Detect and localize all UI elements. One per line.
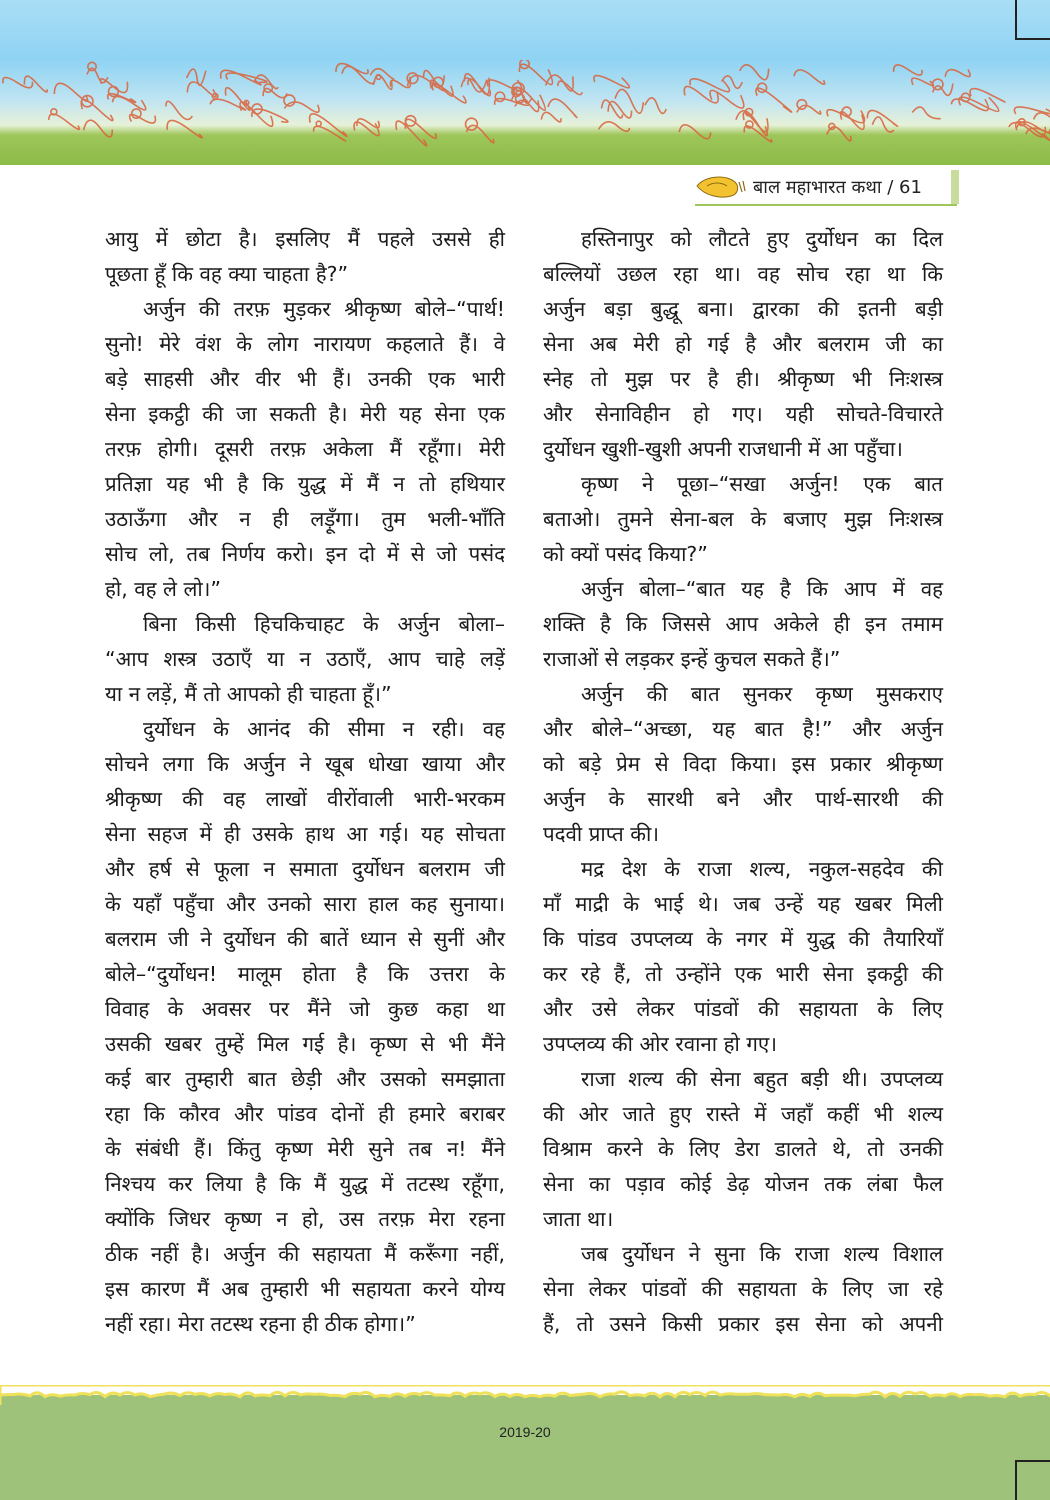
- paragraph: [543, 467, 943, 572]
- text-line: तरफ़ होगी। दूसरी तरफ़ अकेला मैं रहूँगा। मेरी: [105, 437, 505, 461]
- text-line: उसकी खबर तुम्हें मिल गई है। कृष्ण से भी मैंने: [105, 1032, 505, 1056]
- paragraph: [543, 1062, 943, 1237]
- text-line: इस कारण मैं अब तुम्हारी भी सहायता करने योग्य: [105, 1277, 505, 1301]
- text-line: बिना किसी हिचकिचाहट के अर्जुन बोला–: [143, 612, 505, 636]
- text-line: सेना का पड़ाव कोई डेढ़ योजन तक लंबा फैल: [543, 1172, 943, 1196]
- text-line: अर्जुन के सारथी बने और पार्थ-सारथी की: [543, 787, 943, 811]
- text-line: बताओ। तुमने सेना-बल के बजाए मुझ निःशस्त्र: [543, 507, 943, 531]
- wavy-edge: [0, 1385, 1050, 1405]
- text-line: की ओर जाते हुए रास्ते में जहाँ कहीं भी शल्य: [543, 1102, 943, 1126]
- running-header: [695, 172, 957, 206]
- text-line: विवाह के अवसर पर मैंने जो कुछ कहा था: [105, 997, 505, 1021]
- text-line: कृष्ण ने पूछा–“सखा अर्जुन! एक बात: [581, 472, 943, 496]
- text-line: कर रहे हैं, तो उन्होंने एक भारी सेना इकट्ठी की: [543, 962, 943, 986]
- text-line: आयु में छोटा है। इसलिए मैं पहले उससे ही: [105, 227, 505, 251]
- text-line: राजा शल्य की सेना बहुत बड़ी थी। उपप्लव्य: [581, 1067, 943, 1091]
- text-line: अर्जुन बोला–“बात यह है कि आप में वह: [581, 577, 943, 601]
- text-line: के संबंधी हैं। किंतु कृष्ण मेरी सुने तब न! मैंने: [105, 1137, 505, 1161]
- text-line: निश्चय कर लिया है कि मैं युद्ध में तटस्थ रहूँगा,: [105, 1172, 505, 1196]
- right-column: [543, 222, 943, 1342]
- text-line: क्योंकि जिधर कृष्ण न हो, उस तरफ़ मेरा रहना: [105, 1207, 505, 1231]
- paragraph: [105, 222, 505, 292]
- header-accent-bar: [951, 170, 959, 204]
- crop-mark: [1015, 1462, 1017, 1500]
- book-title: बाल महाभारत कथा: [753, 177, 882, 198]
- text-line: “आप शस्त्र उठाएँ या न उठाएँ, आप चाहे लड़ें: [105, 647, 505, 671]
- text-line: को बड़े प्रेम से विदा किया। इस प्रकार श्रीकृष्ण: [543, 752, 943, 776]
- edition-year: 2019-20: [499, 1424, 551, 1440]
- paragraph: [543, 222, 943, 467]
- text-line: बल्लियों उछल रहा था। वह सोच रहा था कि: [543, 262, 943, 286]
- paragraph: [105, 712, 505, 1342]
- text-line: दुर्योधन खुशी-खुशी अपनी राजधानी में आ पहुँचा।: [543, 437, 903, 461]
- text-line: प्रतिज्ञा यह भी है कि युद्ध में मैं न तो हथियार: [105, 472, 505, 496]
- paragraph: [105, 607, 505, 712]
- text-line: अर्जुन बड़ा बुद्धू बना। द्वारका की इतनी बड़ी: [543, 297, 943, 321]
- paragraph: [543, 677, 943, 852]
- text-line: सेना अब मेरी हो गई है और बलराम जी का: [543, 332, 943, 356]
- text-line: सेना सहज में ही उसके हाथ आ गई। यह सोचता: [105, 822, 505, 846]
- text-line: माँ माद्री के भाई थे। जब उन्हें यह खबर मिली: [543, 892, 943, 916]
- text-line: उपप्लव्य की ओर रवाना हो गए।: [543, 1032, 777, 1056]
- text-line: सेना लेकर पांडवों की सहायता के लिए जा रहे: [543, 1277, 943, 1301]
- text-line: बोले–“दुर्योधन! मालूम होता है कि उत्तरा के: [105, 962, 505, 986]
- paragraph: [105, 292, 505, 607]
- text-line: और हर्ष से फूला न समाता दुर्योधन बलराम जी: [105, 857, 505, 881]
- text-line: पूछता हूँ कि वह क्या चाहता है?”: [105, 262, 349, 286]
- text-line: जब दुर्योधन ने सुना कि राजा शल्य विशाल: [581, 1242, 943, 1266]
- text-line: को क्यों पसंद किया?”: [543, 542, 708, 566]
- paragraph: [543, 572, 943, 677]
- text-line: सोचने लगा कि अर्जुन ने खूब धोखा खाया और: [105, 752, 505, 776]
- text-line: हो, वह ले लो।”: [105, 577, 222, 601]
- text-line: स्नेह तो मुझ पर है ही। श्रीकृष्ण भी निःशस्त्र: [543, 367, 943, 391]
- text-line: शक्ति है कि जिससे आप अकेले ही इन तमाम: [543, 612, 943, 636]
- text-line: कि पांडव उपप्लव्य के नगर में युद्ध की तैयारियाँ: [543, 927, 943, 951]
- text-line: राजाओं से लड़कर इन्हें कुचल सकते हैं।”: [543, 647, 841, 671]
- text-line: ठीक नहीं है। अर्जुन की सहायता मैं करूँगा नहीं,: [105, 1242, 505, 1266]
- crop-mark: [1015, 0, 1017, 38]
- text-line: पदवी प्राप्त की।: [543, 822, 660, 846]
- text-line: श्रीकृष्ण की वह लाखों वीरोंवाली भारी-भरकम: [105, 787, 505, 811]
- text-line: बड़े साहसी और वीर भी हैं। उनकी एक भारी: [105, 367, 505, 391]
- text-line: और बोले–“अच्छा, यह बात है!” और अर्जुन: [543, 717, 943, 741]
- text-line: के यहाँ पहुँचा और उनको सारा हाल कह सुनाया।: [105, 892, 505, 916]
- text-line: हैं, तो उसने किसी प्रकार इस सेना को अपनी: [543, 1312, 943, 1336]
- text-line: सुनो! मेरे वंश के लोग नारायण कहलाते हैं। वे: [105, 332, 505, 356]
- paragraph: [543, 1237, 943, 1342]
- battle-scene-illustration: [0, 60, 1050, 150]
- left-column: [105, 222, 505, 1342]
- crop-mark: [1015, 38, 1050, 40]
- text-line: मद्र देश के राजा शल्य, नकुल-सहदेव की: [581, 857, 943, 881]
- decorative-banner: [0, 0, 1050, 165]
- header-text: [753, 175, 922, 199]
- text-line: जाता था।: [543, 1207, 614, 1231]
- text-line: सोच लो, तब निर्णय करो। इन दो में से जो पसंद: [105, 542, 505, 566]
- page-number: 61: [899, 177, 922, 198]
- text-line: हस्तिनापुर को लौटते हुए दुर्योधन का दिल: [581, 227, 943, 251]
- text-line: दुर्योधन के आनंद की सीमा न रही। वह: [143, 717, 505, 741]
- paragraph: [543, 852, 943, 1062]
- text-line: नहीं रहा। मेरा तटस्थ रहना ही ठीक होगा।”: [105, 1312, 416, 1336]
- crop-mark: [1015, 1460, 1050, 1462]
- text-line: कई बार तुम्हारी बात छेड़ी और उसको समझाता: [105, 1067, 505, 1091]
- text-line: सेना इकट्ठी की जा सकती है। मेरी यह सेना एक: [105, 402, 505, 426]
- text-line: या न लड़ें, मैं तो आपको ही चाहता हूँ।”: [105, 682, 392, 706]
- text-line: बलराम जी ने दुर्योधन की बातें ध्यान से सुनीं और: [105, 927, 505, 951]
- footer-band: [0, 1395, 1050, 1500]
- separator: /: [887, 177, 894, 198]
- text-line: रहा कि कौरव और पांडव दोनों ही हमारे बराबर: [105, 1102, 505, 1126]
- text-line: और सेनाविहीन हो गए। यही सोचते-विचारते: [543, 402, 943, 426]
- text-line: और उसे लेकर पांडवों की सहायता के लिए: [543, 997, 943, 1021]
- text-line: अर्जुन की बात सुनकर कृष्ण मुसकराए: [581, 682, 943, 706]
- text-line: विश्राम करने के लिए डेरा डालते थे, तो उनकी: [543, 1137, 943, 1161]
- conch-logo-icon: [695, 174, 747, 200]
- text-line: उठाऊँगा और न ही लड़ूँगा। तुम भली-भाँति: [105, 507, 505, 531]
- text-line: अर्जुन की तरफ़ मुड़कर श्रीकृष्ण बोले–“पार्थ!: [143, 297, 505, 321]
